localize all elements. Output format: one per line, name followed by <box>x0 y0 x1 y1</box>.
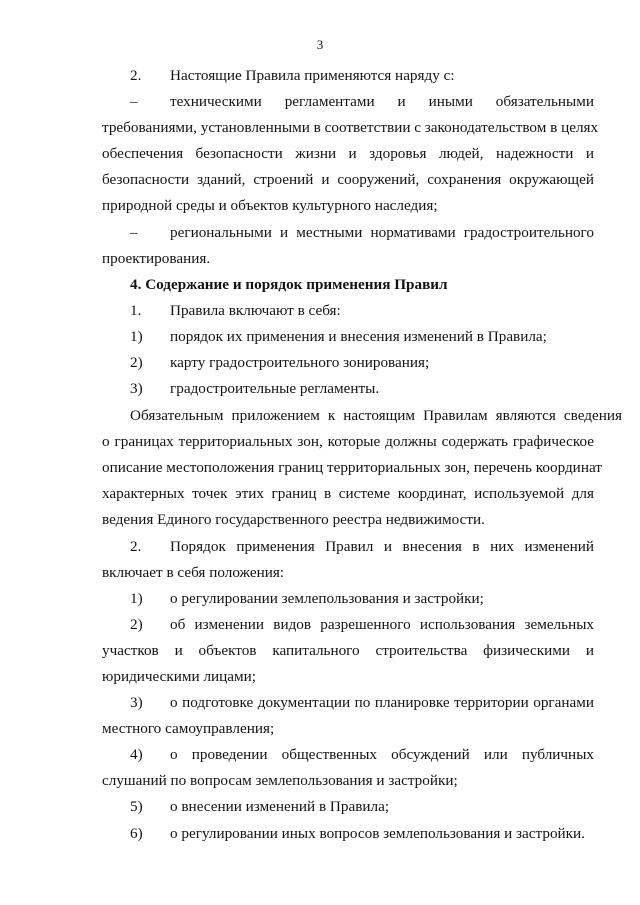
paragraph-line: Обязательным приложением к настоящим Правилам являются сведения <box>130 407 622 424</box>
paragraph-line <box>102 224 594 242</box>
paragraph-line: природной среды и объектов культурного наследия; <box>102 197 438 214</box>
list-number: 3) <box>130 380 143 397</box>
paragraph-line <box>102 354 594 372</box>
list-number: 4) <box>130 746 143 763</box>
line-text: о регулировании землепользования и застройки; <box>170 590 484 607</box>
list-number: 2) <box>130 354 143 371</box>
paragraph-line <box>102 93 594 111</box>
line-text: техническими регламентами и иными обязательными <box>170 93 594 110</box>
paragraph-line <box>102 67 594 85</box>
line-text: о регулировании иных вопросов землепользования и застройки. <box>170 825 585 842</box>
paragraph-line <box>102 328 594 346</box>
page-number: 3 <box>316 37 324 52</box>
paragraph-line: проектирования. <box>102 250 211 267</box>
paragraph-line: о границах территориальных зон, которые должны содержать графическое <box>102 433 594 450</box>
paragraph-line <box>102 694 594 712</box>
paragraph-line: характерных точек этих границ в системе координат, используемой для <box>102 485 594 502</box>
paragraph-line <box>102 825 594 843</box>
list-number: 2. <box>130 538 142 555</box>
line-text: региональными и местными нормативами градостроительного <box>170 224 594 241</box>
list-number: 3) <box>130 694 143 711</box>
section-heading: 4. Содержание и порядок применения Правил <box>130 276 448 293</box>
line-text: Правила включают в себя: <box>170 302 341 319</box>
list-dash: – <box>130 224 138 241</box>
paragraph-line: требованиями, установленными в соответствии с законодательством в целях <box>102 119 599 136</box>
paragraph-line: юридическими лицами; <box>102 668 256 685</box>
list-number: 2) <box>130 616 143 633</box>
list-number: 6) <box>130 825 143 842</box>
line-text: порядок их применения и внесения изменений в Правила; <box>170 328 547 345</box>
line-text: о подготовке документации по планировке территории органами <box>170 694 594 711</box>
paragraph-line: включает в себя положения: <box>102 564 285 581</box>
list-number: 5) <box>130 798 143 815</box>
paragraph-line <box>102 538 594 556</box>
list-number: 1) <box>130 328 143 345</box>
paragraph-line <box>102 746 594 764</box>
paragraph-line: местного самоуправления; <box>102 720 275 737</box>
paragraph-line <box>102 302 594 320</box>
list-number: 2. <box>130 67 142 84</box>
list-dash: – <box>130 93 138 110</box>
paragraph-line: участков и объектов капитального строительства физическими и <box>102 642 594 659</box>
paragraph-line: обеспечения безопасности жизни и здоровья людей, надежности и <box>102 145 594 162</box>
line-text: о проведении общественных обсуждений или публичных <box>170 746 594 763</box>
paragraph-line <box>102 798 594 816</box>
list-number: 1) <box>130 590 143 607</box>
paragraph-line: описание местоположения границ территориальных зон, перечень координат <box>102 459 602 476</box>
list-number: 1. <box>130 302 142 319</box>
paragraph-line <box>102 616 594 634</box>
line-text: карту градостроительного зонирования; <box>170 354 430 371</box>
line-text: Порядок применения Правил и внесения в них изменений <box>170 538 594 555</box>
line-text: градостроительные регламенты. <box>170 380 380 397</box>
paragraph-line: безопасности зданий, строений и сооружений, сохранения окружающей <box>102 171 594 188</box>
paragraph-line <box>102 590 594 608</box>
paragraph-line <box>102 380 594 398</box>
paragraph-line: слушаний по вопросам землепользования и застройки; <box>102 772 458 789</box>
line-text: Настоящие Правила применяются наряду с: <box>170 67 455 84</box>
line-text: об изменении видов разрешенного использования земельных <box>170 616 594 633</box>
paragraph-line: ведения Единого государственного реестра недвижимости. <box>102 511 485 528</box>
line-text: о внесении изменений в Правила; <box>170 798 390 815</box>
